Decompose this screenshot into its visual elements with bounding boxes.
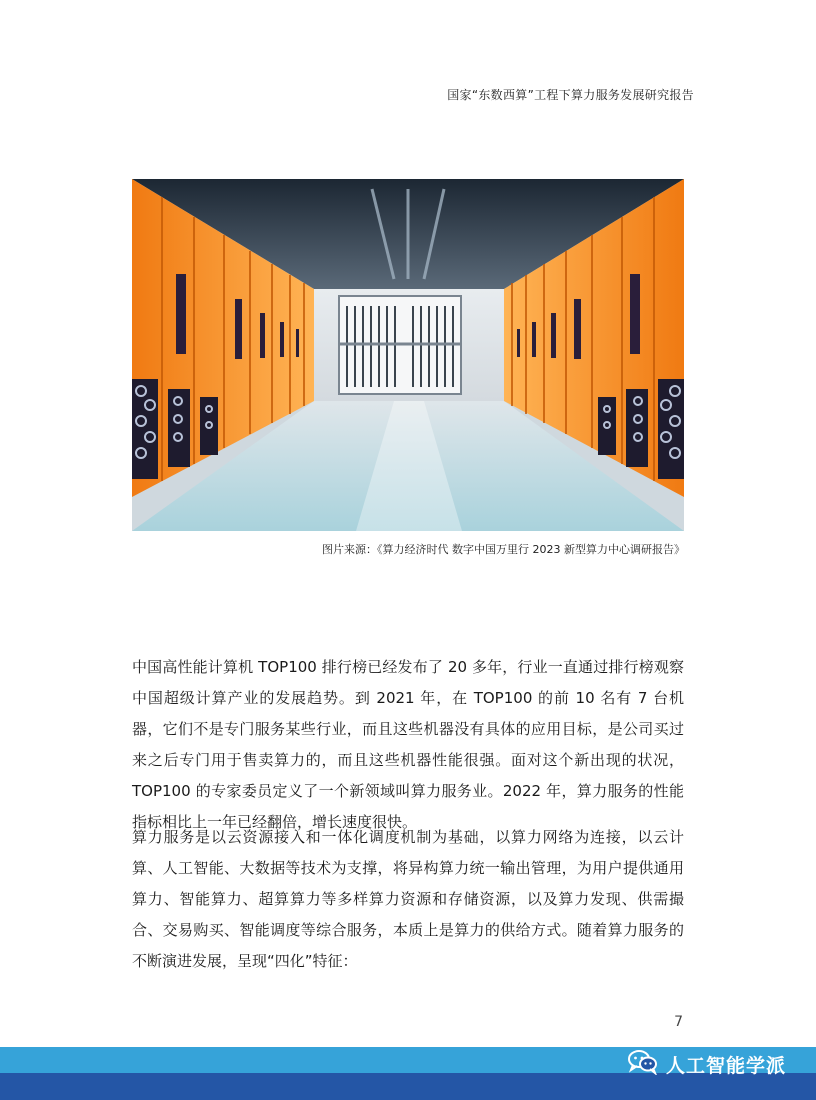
watermark <box>628 1049 786 1079</box>
data-center-photo <box>132 179 684 531</box>
wechat-icon <box>628 1049 658 1079</box>
figure-caption: 图片来源：《算力经济时代 数字中国万里行 2023 新型算力中心调研报告》 <box>322 543 685 556</box>
body-paragraph: 算力服务是以云资源接入和一体化调度机制为基础，以算力网络为连接，以云计算、人工智能、大数据等技术为支撑，将异构算力统一输出管理，为用户提供通用算力、智能算力、超算算力等多样算力资源和存储资源，以及算力发现、供需撮合、交易购买、智能调度等综合服务，本质上是算力的供给方式。随着算力服务的不断演进发展，呈现“四化”特征： <box>132 828 684 970</box>
page-number: 7 <box>674 1014 683 1030</box>
running-header: 国家“东数西算”工程下算力服务发展研究报告 <box>447 88 694 102</box>
body-paragraph: 中国高性能计算机 TOP100 排行榜已经发布了 20 多年，行业一直通过排行榜观察中国超级计算产业的发展趋势。到 2021 年，在 TOP100 的前 10 名有 7 台机器，它们不是专门服务某些行业，而且这些机器没有具体的应用目标，是公司买过来之后专门用于售卖算力的，而且这些机器性能很强。面对这个新出现的状况，TOP100 的专家委员定义了一个新领域叫算力服务业。2022 年，算力服务的性能指标相比上一年已经翻倍，增长速度很快。 <box>132 658 684 831</box>
watermark-text: 人工智能学派 <box>665 1054 786 1077</box>
